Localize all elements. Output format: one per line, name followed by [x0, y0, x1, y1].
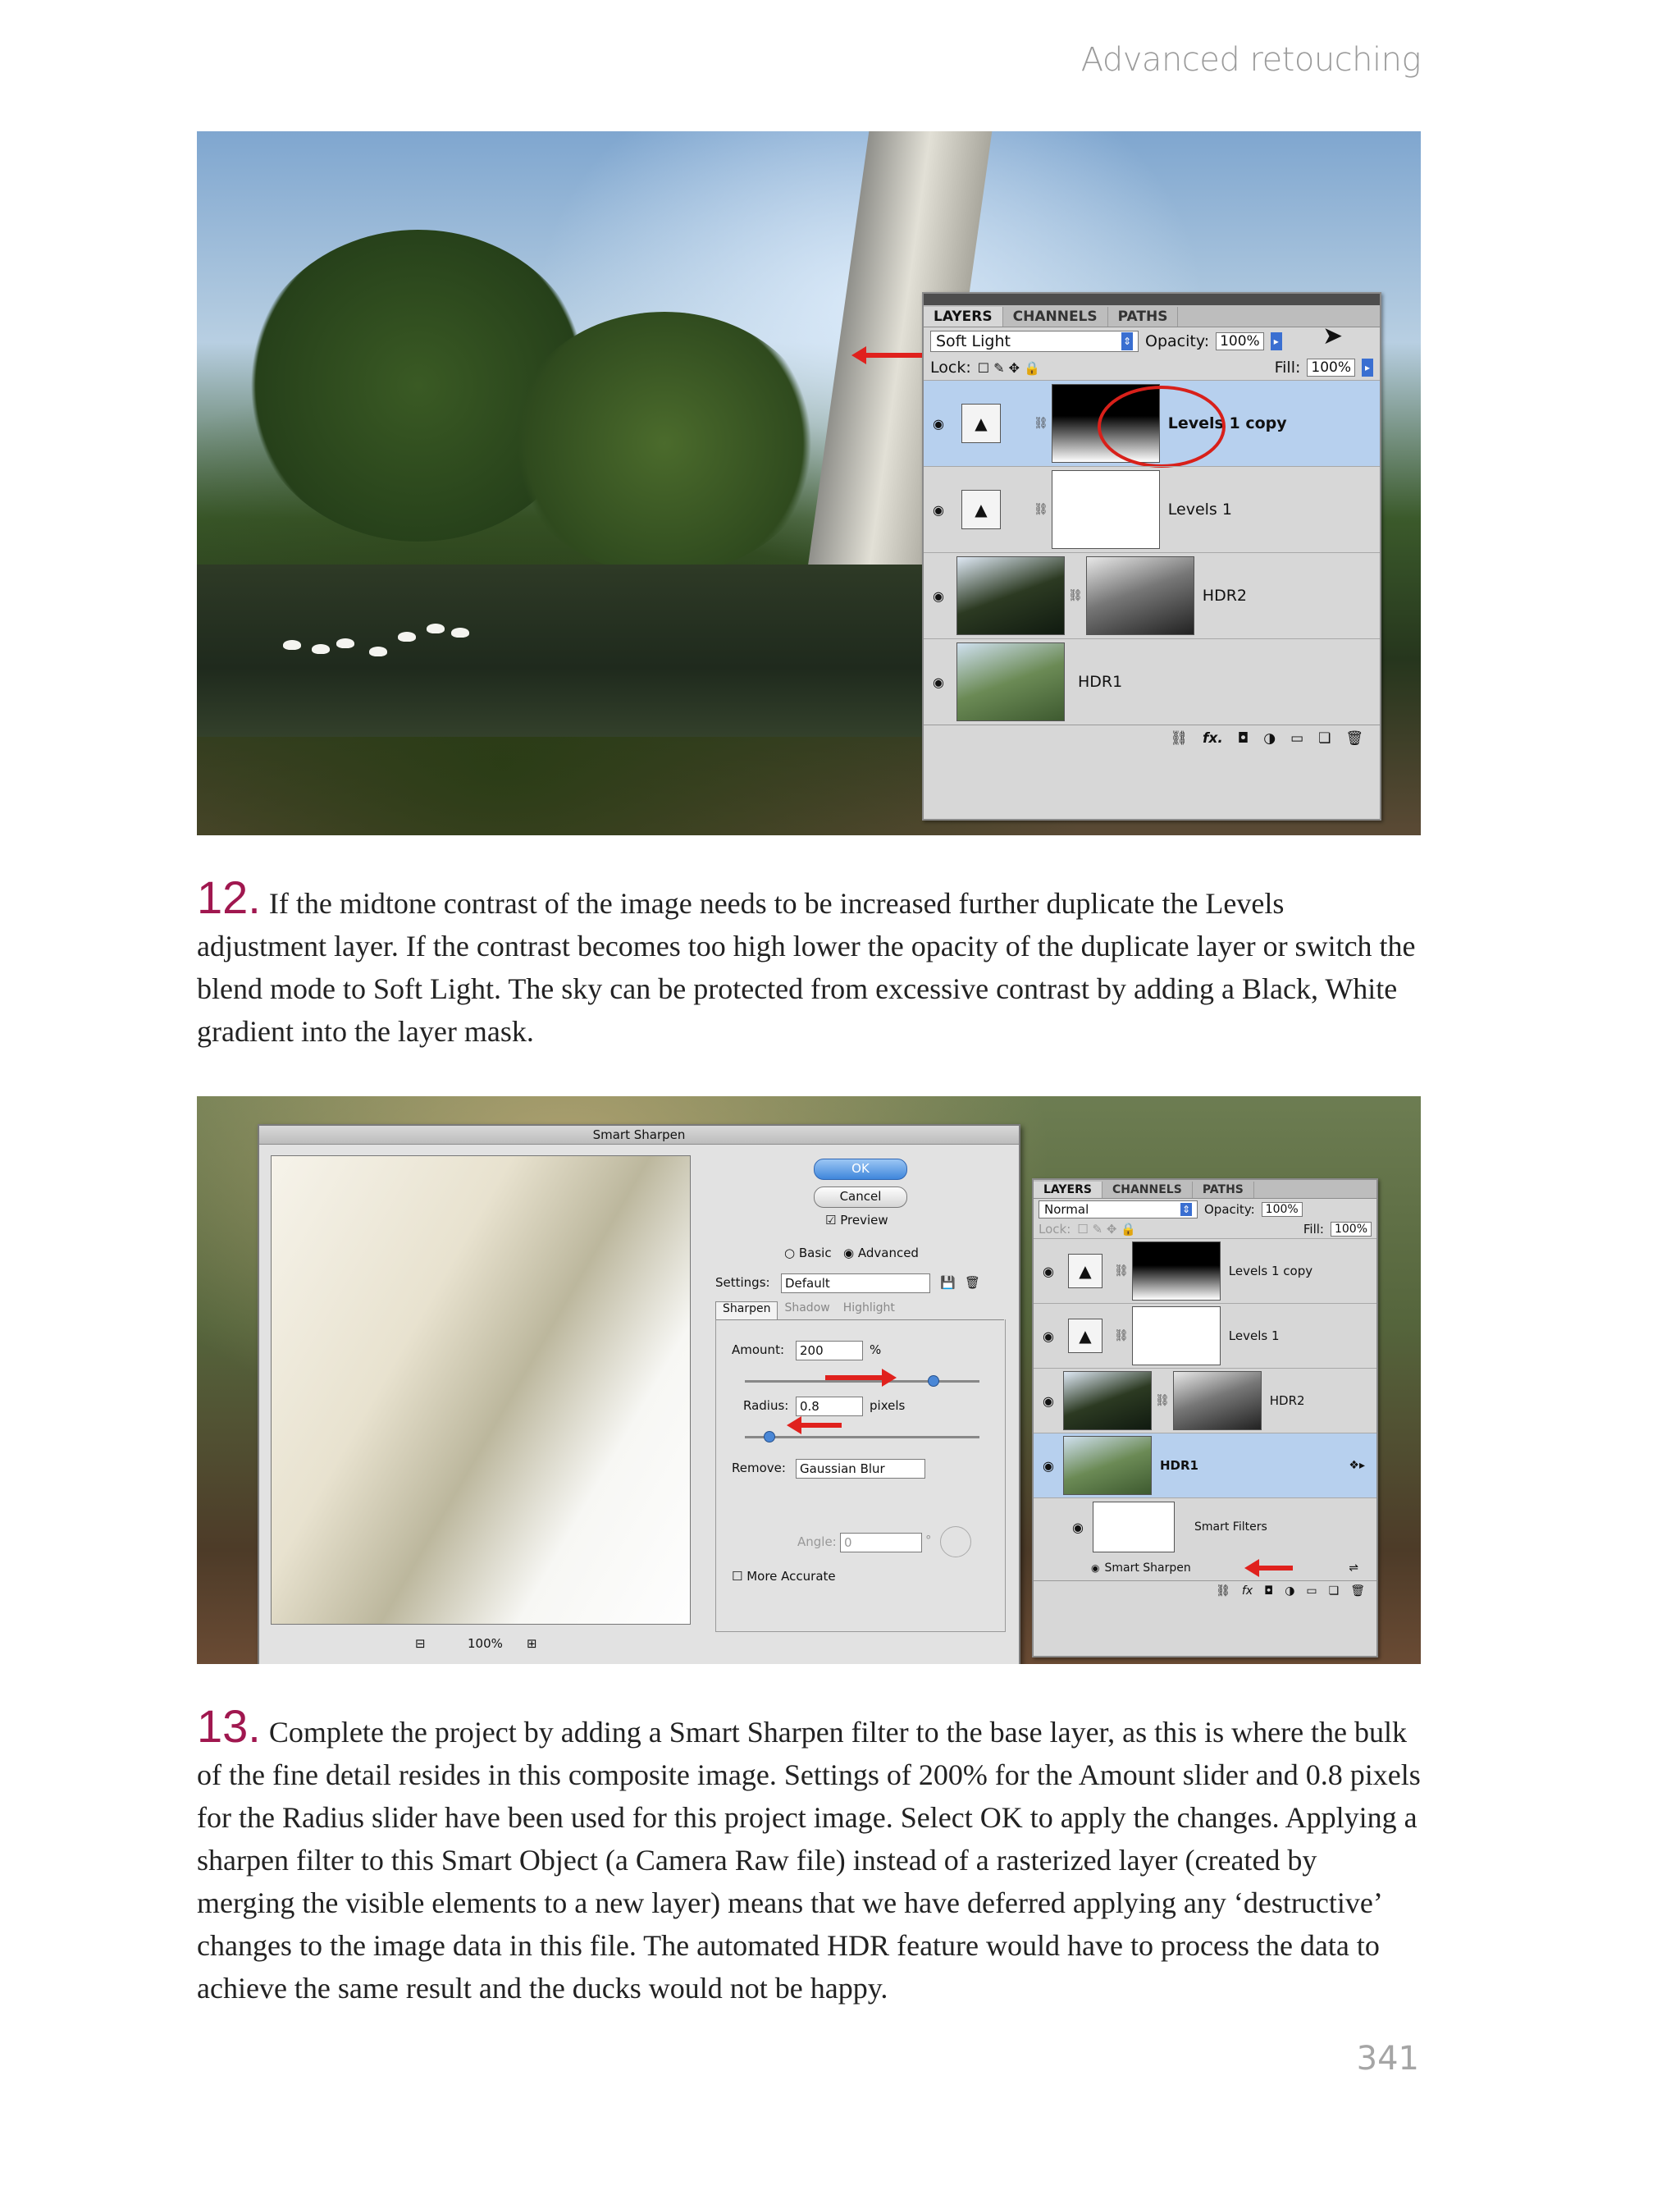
link-icon[interactable]: ⛓ [1170, 730, 1188, 747]
cursor-icon: ➤ [1322, 322, 1344, 350]
ok-button[interactable]: OK [814, 1159, 907, 1180]
link-icon[interactable]: ⛓ [1216, 1584, 1230, 1598]
angle-dial[interactable] [940, 1526, 971, 1557]
smart-filters-row[interactable] [1034, 1497, 1376, 1556]
lock-icons[interactable]: ☐ ✎ ✥ 🔒 [1077, 1222, 1136, 1237]
lock-icons[interactable]: ☐ ✎ ✥ 🔒 [977, 359, 1041, 376]
fill-input[interactable]: 100% [1307, 359, 1355, 377]
duck [283, 640, 301, 650]
amount-slider[interactable] [745, 1380, 979, 1383]
smart-sharpen-dialog [258, 1124, 1020, 1664]
smart-sharpen-label: Smart Sharpen [1104, 1561, 1191, 1575]
eye-icon[interactable]: ◉ [933, 415, 944, 432]
radius-label: Radius: [743, 1398, 789, 1413]
tab-layers[interactable]: LAYERS [1034, 1182, 1102, 1198]
angle-label: Angle: [797, 1534, 837, 1549]
mask-icon[interactable]: ◘ [1237, 730, 1249, 747]
step-12 [197, 871, 1421, 1053]
basic-label: Basic [798, 1246, 832, 1260]
eye-icon[interactable]: ◉ [933, 501, 944, 518]
layer-name: HDR2 [1202, 587, 1247, 605]
folder-icon[interactable]: ▭ [1306, 1584, 1317, 1598]
layer-mask-thumbnail[interactable] [1132, 1241, 1221, 1301]
layer-mask-thumbnail[interactable] [1086, 556, 1194, 635]
tab-sharpen[interactable]: Sharpen [715, 1301, 778, 1319]
panel-footer [1034, 1580, 1376, 1601]
fill-label: Fill: [1303, 1222, 1324, 1237]
layers-panel-2 [1032, 1178, 1378, 1657]
running-head: Advanced retouching [1080, 41, 1421, 79]
amount-label: Amount: [732, 1342, 784, 1357]
amount-unit: % [870, 1342, 882, 1357]
sharpen-tabs [715, 1301, 1004, 1320]
panel-titlebar [924, 294, 1380, 305]
blend-row [1034, 1199, 1376, 1220]
zoom-in-button[interactable]: ⊞ [527, 1636, 537, 1651]
radius-unit: pixels [870, 1398, 906, 1413]
levels-adjustment-icon: ▲ [961, 404, 1001, 443]
eye-icon[interactable]: ◉ [933, 588, 944, 604]
settings-label: Settings: [715, 1275, 770, 1290]
blend-mode-value: Normal [1044, 1202, 1089, 1217]
layer-thumbnail [956, 642, 1065, 721]
duck [336, 638, 354, 648]
duck [451, 628, 469, 638]
blend-mode-value: Soft Light [936, 332, 1011, 350]
duck [427, 624, 445, 633]
levels-adjustment-icon: ▲ [1068, 1254, 1102, 1288]
fill-label: Fill: [1274, 359, 1301, 377]
layer-row[interactable] [924, 638, 1380, 725]
eye-icon[interactable]: ◉ [1043, 1457, 1054, 1474]
layer-thumbnail [1063, 1436, 1152, 1495]
layer-row[interactable] [1034, 1433, 1376, 1497]
opacity-input[interactable]: 100% [1216, 332, 1264, 350]
red-arrow-amount [825, 1375, 891, 1380]
layer-row[interactable] [1034, 1368, 1376, 1433]
step-13 [197, 1700, 1421, 2009]
smart-filter-mask-thumbnail[interactable] [1093, 1502, 1175, 1552]
figure-1-photo [197, 131, 1421, 835]
dialog-title: Smart Sharpen [259, 1126, 1019, 1145]
cancel-button[interactable]: Cancel [814, 1186, 907, 1208]
figure-2-photo [197, 1096, 1421, 1664]
tab-paths[interactable]: PATHS [1108, 307, 1179, 327]
tree-canopy [509, 312, 820, 574]
layer-name: Levels 1 copy [1228, 1264, 1313, 1278]
duck [369, 647, 387, 656]
radius-input[interactable]: 0.8 [796, 1397, 863, 1416]
tab-layers[interactable]: LAYERS [924, 307, 1003, 327]
delete-settings-icon[interactable]: 🗑 [965, 1275, 981, 1290]
radius-slider[interactable] [745, 1436, 979, 1438]
tab-highlight[interactable]: Highlight [842, 1301, 895, 1314]
tab-channels[interactable]: CHANNELS [1003, 307, 1108, 327]
fx-icon[interactable]: fx. [1202, 730, 1223, 747]
layer-name: HDR1 [1160, 1458, 1198, 1473]
layer-row[interactable] [1034, 1238, 1376, 1303]
step-number: 12. [197, 871, 261, 923]
panel-footer [924, 725, 1380, 752]
new-layer-icon[interactable]: ❏ [1318, 730, 1331, 747]
duck [312, 644, 330, 654]
chain-link-icon: ⛓ [1034, 503, 1048, 516]
angle-input[interactable]: 0 [840, 1533, 922, 1552]
layer-row[interactable] [924, 380, 1380, 466]
fill-input[interactable]: 100% [1331, 1222, 1372, 1237]
lock-label: Lock: [1039, 1222, 1071, 1237]
mask-icon[interactable]: ◘ [1264, 1584, 1274, 1598]
layer-thumbnail [956, 556, 1065, 635]
opacity-input[interactable]: 100% [1262, 1202, 1303, 1217]
blend-row [924, 327, 1380, 355]
layer-thumbnail [1063, 1371, 1152, 1430]
chain-link-icon: ⛓ [1155, 1394, 1170, 1407]
fx-icon[interactable]: fx [1241, 1584, 1253, 1598]
eye-icon[interactable]: ◉ [933, 674, 944, 690]
advanced-radio[interactable]: ◉ Advanced [843, 1246, 919, 1260]
eye-icon[interactable]: ◉ [1043, 1392, 1054, 1409]
fill-arrow-icon[interactable]: ▸ [1362, 359, 1373, 377]
step-number: 13. [197, 1700, 261, 1752]
layer-mask-thumbnail[interactable] [1132, 1306, 1221, 1365]
blend-mode-select[interactable] [930, 331, 1139, 352]
smart-sharpen-row[interactable] [1034, 1556, 1376, 1580]
eye-icon[interactable]: ◉ [1043, 1328, 1054, 1344]
angle-unit: ° [925, 1533, 932, 1548]
red-arrow-radius [792, 1423, 842, 1428]
layer-mask-thumbnail[interactable] [1052, 470, 1160, 549]
adjustment-icon[interactable]: ◑ [1263, 730, 1276, 747]
chain-link-icon: ⛓ [1034, 417, 1048, 430]
folder-icon[interactable]: ▭ [1290, 730, 1304, 747]
duck [398, 632, 416, 642]
amount-input[interactable]: 200 [796, 1341, 863, 1360]
layer-name: Levels 1 [1167, 501, 1232, 519]
select-arrows-icon: ⇕ [1181, 1204, 1191, 1215]
red-circle-highlight [1098, 386, 1226, 468]
layer-name: HDR2 [1269, 1393, 1305, 1408]
opacity-arrow-icon[interactable]: ▸ [1271, 332, 1282, 350]
preview-checkbox[interactable]: ☑ Preview [825, 1213, 888, 1228]
remove-label: Remove: [732, 1461, 786, 1475]
save-settings-icon[interactable]: 💾 [940, 1275, 956, 1290]
smart-object-icon: ❖▸ [1349, 1459, 1365, 1472]
more-accurate-label: More Accurate [746, 1569, 836, 1584]
filter-options-icon[interactable]: ⇌ [1349, 1561, 1358, 1575]
red-arrow-smart-sharpen [1250, 1566, 1293, 1570]
zoom-level: 100% [468, 1636, 503, 1651]
tab-shadow[interactable]: Shadow [784, 1301, 830, 1314]
basic-radio[interactable]: ○ Basic [784, 1246, 832, 1260]
eye-icon[interactable]: ◉ [1072, 1519, 1084, 1535]
lock-label: Lock: [930, 359, 971, 377]
lock-row [1034, 1220, 1376, 1238]
remove-select[interactable]: Gaussian Blur [796, 1459, 925, 1479]
tab-paths[interactable]: PATHS [1193, 1182, 1254, 1198]
trash-icon[interactable]: 🗑 [1350, 1584, 1365, 1598]
layers-panel [922, 292, 1381, 821]
layer-row[interactable] [924, 552, 1380, 638]
lock-row [924, 355, 1380, 380]
adjustment-icon[interactable]: ◑ [1285, 1584, 1295, 1598]
panel-tabs [924, 305, 1380, 327]
panel-tabs [1034, 1180, 1376, 1199]
preview-label: Preview [840, 1213, 888, 1228]
layer-name: HDR1 [1078, 673, 1123, 691]
layer-row[interactable] [1034, 1303, 1376, 1368]
preview-pane [271, 1155, 691, 1625]
zoom-out-button[interactable]: ⊟ [415, 1636, 426, 1651]
amount-slider-knob[interactable] [928, 1375, 939, 1387]
chain-link-icon: ⛓ [1114, 1264, 1129, 1278]
more-accurate-checkbox[interactable]: ☐ More Accurate [732, 1569, 836, 1584]
red-arrow-blend-mode [857, 353, 923, 358]
chain-link-icon: ⛓ [1068, 589, 1083, 602]
opacity-label: Opacity: [1145, 332, 1210, 350]
settings-select[interactable]: Default [781, 1273, 930, 1293]
step-text: If the midtone contrast of the image needs to be increased further duplicate the Levels adjustment layer. If the contrast becomes too high lower the opacity of the duplicate layer or switch the blend mode to Soft Light. The sky can be protected from excessive contrast by adding a Black, White gradient into the layer mask. [197, 887, 1416, 1048]
step-text: Complete the project by adding a Smart Sharpen filter to the base layer, as this is where the bulk of the fine detail resides in this composite image. Settings of 200% for the Amount slider and 0.8 pixels for the Radius slider have been used for this project image. Select OK to apply the changes. Applying a sharpen filter to this Smart Object (a Camera Raw file) instead of a rasterized layer (created by merging the visible elements to a new layer) means that we have deferred applying any ‘destructive’ changes to the image data in this file. The automated HDR feature would have to process the data to achieve the same result and the ducks would not be happy. [197, 1716, 1421, 2005]
opacity-label: Opacity: [1204, 1202, 1255, 1217]
chain-link-icon: ⛓ [1114, 1329, 1129, 1342]
layer-mask-thumbnail[interactable] [1173, 1371, 1262, 1430]
tab-channels[interactable]: CHANNELS [1102, 1182, 1193, 1198]
smart-filters-label: Smart Filters [1194, 1520, 1267, 1534]
eye-icon[interactable]: ◉ [1043, 1263, 1054, 1279]
advanced-label: Advanced [857, 1246, 919, 1260]
eye-icon[interactable]: ◉ [1091, 1562, 1100, 1574]
page-number: 341 [1356, 2040, 1419, 2078]
levels-adjustment-icon: ▲ [961, 490, 1001, 529]
trash-icon[interactable]: 🗑 [1345, 730, 1363, 747]
layer-row[interactable] [924, 466, 1380, 552]
radius-slider-knob[interactable] [764, 1431, 775, 1442]
new-layer-icon[interactable]: ❏ [1328, 1584, 1340, 1598]
levels-adjustment-icon: ▲ [1068, 1319, 1102, 1353]
select-arrows-icon: ⇕ [1121, 332, 1133, 350]
blend-mode-select[interactable] [1039, 1200, 1198, 1218]
layer-name: Levels 1 copy [1167, 414, 1287, 432]
layer-name: Levels 1 [1228, 1328, 1280, 1343]
